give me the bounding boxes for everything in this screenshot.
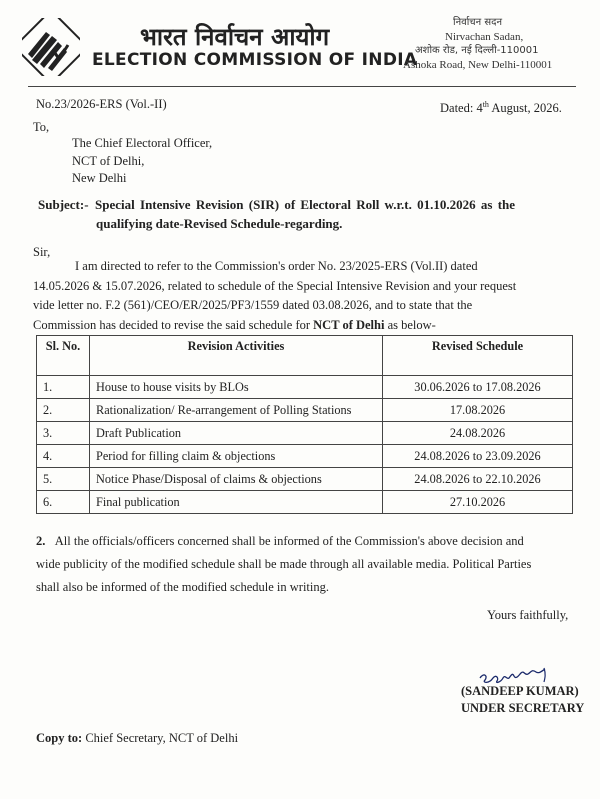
yours-faithfully: Yours faithfully,: [487, 608, 569, 622]
cell-sl: 5.: [37, 468, 90, 491]
header-revised-schedule: Revised Schedule: [383, 336, 573, 376]
addressee-line: NCT of Delhi,: [72, 153, 145, 168]
cell-schedule: 24.08.2026 to 23.09.2026: [383, 445, 573, 468]
commission-name-hindi: भारत निर्वाचन आयोग: [140, 23, 330, 51]
subject-label: Subject:-: [38, 197, 89, 212]
cell-activity: Period for filling claim & objections: [90, 445, 383, 468]
paragraph-2-line: All the officials/officers concerned shall be informed of the Commission's above decision and: [54, 534, 524, 548]
cell-activity: Notice Phase/Disposal of claims & objections: [90, 468, 383, 491]
table-row: [37, 468, 573, 491]
revised-schedule-table: [36, 335, 573, 514]
cell-sl: 3.: [37, 422, 90, 445]
header-sl-no: Sl. No.: [37, 336, 90, 376]
cell-activity: Final publication: [90, 491, 383, 514]
address-block: [403, 16, 585, 72]
cell-sl: 1.: [37, 376, 90, 399]
reference-number: No.23/2026-ERS (Vol.-II): [36, 97, 167, 111]
cell-schedule: 17.08.2026: [383, 399, 573, 422]
cell-sl: 2.: [37, 399, 90, 422]
signatory-name: (SANDEEP KUMAR): [461, 684, 579, 698]
cell-schedule: 24.08.2026 to 22.10.2026: [383, 468, 573, 491]
salutation: Sir,: [33, 245, 51, 259]
paragraph-1-line: 14.05.2026 & 15.07.2026, related to schedule of the Special Intensive Revision and your request: [33, 278, 517, 293]
header-rule: [28, 86, 576, 87]
subject-block: [38, 195, 515, 233]
addressee-line: New Delhi: [72, 171, 127, 185]
paragraph-1-line: I am directed to refer to the Commission's order No. 23/2025-ERS (Vol.II) dated: [75, 259, 478, 273]
address-line-hindi-1: निर्वाचन सदन: [453, 17, 502, 28]
cell-activity: House to house visits by BLOs: [90, 376, 383, 399]
header-revision-activities: Revision Activities: [90, 336, 383, 376]
subject-line-1: Special Intensive Revision (SIR) of Electoral Roll w.r.t. 01.10.2026 as the: [95, 197, 516, 212]
cell-activity: Draft Publication: [90, 422, 383, 445]
letter-date: Dated: 4th August, 2026.: [440, 100, 562, 116]
cell-sl: 6.: [37, 491, 90, 514]
paragraph-1: [33, 257, 573, 335]
subject-line-2: qualifying date-Revised Schedule-regarding.: [96, 216, 343, 231]
paragraph-1-line: vide letter no. F.2 (561)/CEO/ER/2025/PF3/1559 dated 03.08.2026, and to state that the: [33, 298, 473, 312]
table-row: [37, 491, 573, 514]
paragraph-2-line: wide publicity of the modified schedule shall be made through all available media. Political Parties: [36, 557, 532, 571]
copy-to-recipient: Chief Secretary, NCT of Delhi: [82, 731, 239, 745]
cell-sl: 4.: [37, 445, 90, 468]
paragraph-1-line: Commission has decided to revise the said schedule for NCT of Delhi as below-: [33, 317, 436, 332]
cell-schedule: 27.10.2026: [383, 491, 573, 514]
table-row: [37, 376, 573, 399]
table-row: [37, 399, 573, 422]
commission-name-english: ELECTION COMMISSION OF INDIA: [92, 50, 418, 70]
table-header-row: [37, 336, 573, 376]
copy-to: [36, 730, 238, 747]
addressee-block: [72, 135, 212, 188]
table-row: [37, 445, 573, 468]
state-name: NCT of Delhi: [313, 317, 385, 332]
copy-to-label: Copy to:: [36, 731, 83, 745]
cell-activity: Rationalization/ Re-arrangement of Polling Stations: [90, 399, 383, 422]
paragraph-2: [36, 530, 576, 599]
cell-schedule: 30.06.2026 to 17.08.2026: [383, 376, 573, 399]
address-line-hindi-3: अशोक रोड, नई दिल्ली-110001: [415, 45, 539, 56]
address-line-4: Ashoka Road, New Delhi-110001: [403, 59, 553, 71]
paragraph-2-number: 2.: [36, 534, 46, 548]
address-line-2: Nirvachan Sadan,: [445, 31, 524, 43]
to-label: To,: [33, 120, 50, 134]
table-row: [37, 422, 573, 445]
addressee-line: The Chief Electoral Officer,: [72, 136, 213, 150]
eci-logo-icon: [22, 18, 80, 76]
signatory-designation: UNDER SECRETARY: [461, 701, 585, 715]
paragraph-2-line: shall also be informed of the modified schedule in writing.: [36, 580, 329, 594]
cell-schedule: 24.08.2026: [383, 422, 573, 445]
